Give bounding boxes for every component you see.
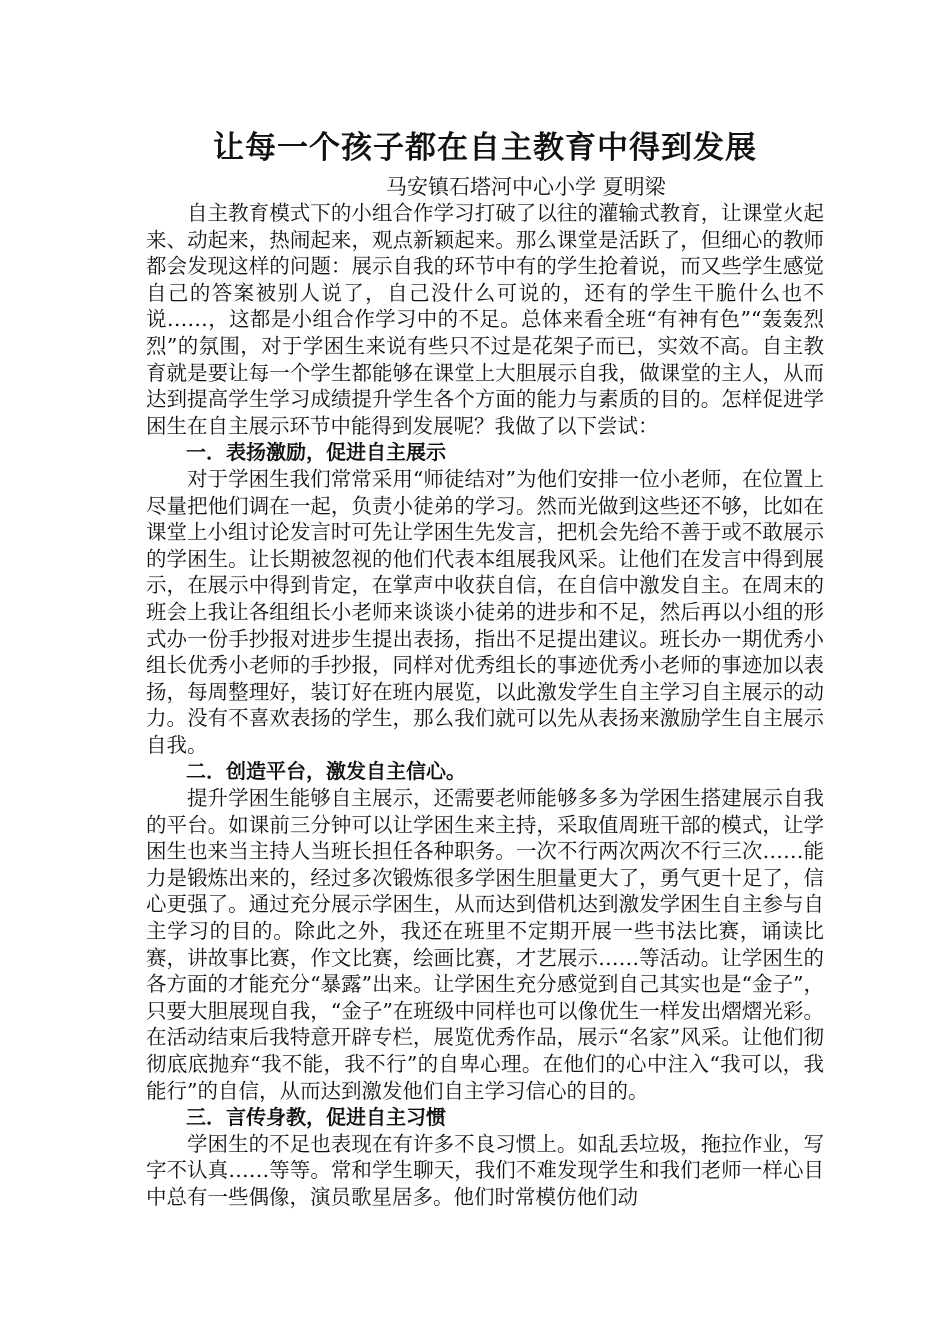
section-heading-3: 三．言传身教，促进自主习惯 [186, 1105, 446, 1130]
document-body [146, 200, 824, 1211]
intro-paragraph: 自主教育模式下的小组合作学习打破了以往的灌输式教育，让课堂火起来、动起来，热闹起来，观点新颖起来。那么课堂是活跃了，但细心的教师都会发现这样的问题：展示自我的环节中有的学生抢着说，而又些学生感觉自己的答案被别人说了，自己没什么可说的，还有的学生干脆什么也不说……，这都是小组合作学习中的不足。总体来看全班“有神有色”“轰轰烈烈”的氛围，对于学困生来说有些只不过是花架子而已，实效不高。自主教育就是要让每一个学生都能够在课堂上大胆展示自我，做课堂的主人，从而达到提高学生学习成绩提升学生各个方面的能力与素质的目的。怎样促进学困生在自主展示环节中能得到发展呢？我做了以下尝试： [146, 201, 824, 438]
section-heading-1: 一．表扬激励，促进自主展示 [186, 440, 446, 465]
section-paragraph-2: 提升学困生能够自主展示，还需要老师能够多多为学困生搭建展示自我的平台。如课前三分钟可以让学困生来主持，采取值周班干部的模式，让学困生也来当主持人当班长担任各种职务。一次不行两次两次不行三次……能力是锻炼出来的，经过多次锻炼很多学困生胆量更大了，勇气更十足了，信心更强了。通过充分展示学困生，从而达到借机达到激发学困生自主参与自主学习的目的。除此之外，我还在班里不定期开展一些书法比赛，诵读比赛，讲故事比赛，作文比赛，绘画比赛，才艺展示……等活动。让学困生的各方面的才能充分“暴露”出来。让学困生充分感觉到自己其实也是“金子”，只要大胆展现自我，“金子”在班级中同样也可以像优生一样发出熠熠光彩。在活动结束后我特意开辟专栏，展览优秀作品，展示“名家”风采。让他们彻彻底底抛弃“我不能，我不行”的自卑心理。在他们的心中注入“我可以，我能行”的自信，从而达到激发他们自主学习信心的目的。 [146, 786, 824, 1103]
section-paragraph-3: 学困生的不足也表现在有许多不良习惯上。如乱丢垃圾，拖拉作业，写字不认真……等等。常和学生聊天，我们不难发现学生和我们老师一样心目中总有一些偶像，演员歌星居多。他们时常模仿他们动 [146, 1131, 824, 1209]
document-author: 马安镇石塔河中心小学 夏明梁 [386, 175, 666, 199]
section-heading-2: 二．创造平台，激发自主信心。 [186, 759, 466, 784]
section-paragraph-1: 对于学困生我们常常采用“师徒结对”为他们安排一位小老师，在位置上尽量把他们调在一起，负责小徒弟的学习。然而光做到这些还不够，比如在课堂上小组讨论发言时可先让学困生先发言，把机会先给不善于或不敢展示的学困生。让长期被忽视的他们代表本组展我风采。让他们在发言中得到展示，在展示中得到肯定，在掌声中收获自信，在自信中激发自主。在周末的班会上我让各组组长小老师来谈谈小徒弟的进步和不足，然后再以小组的形式办一份手抄报对进步生提出表扬，指出不足提出建议。班长办一期优秀小组长优秀小老师的手抄报，同样对优秀组长的事迹优秀小老师的事迹加以表扬，每周整理好，装订好在班内展览，以此激发学生自主学习自主展示的动力。没有不喜欢表扬的学生，那么我们就可以先从表扬来激励学生自主展示自我。 [146, 466, 824, 757]
document-title: 让每一个孩子都在自主教育中得到发展 [213, 130, 757, 166]
